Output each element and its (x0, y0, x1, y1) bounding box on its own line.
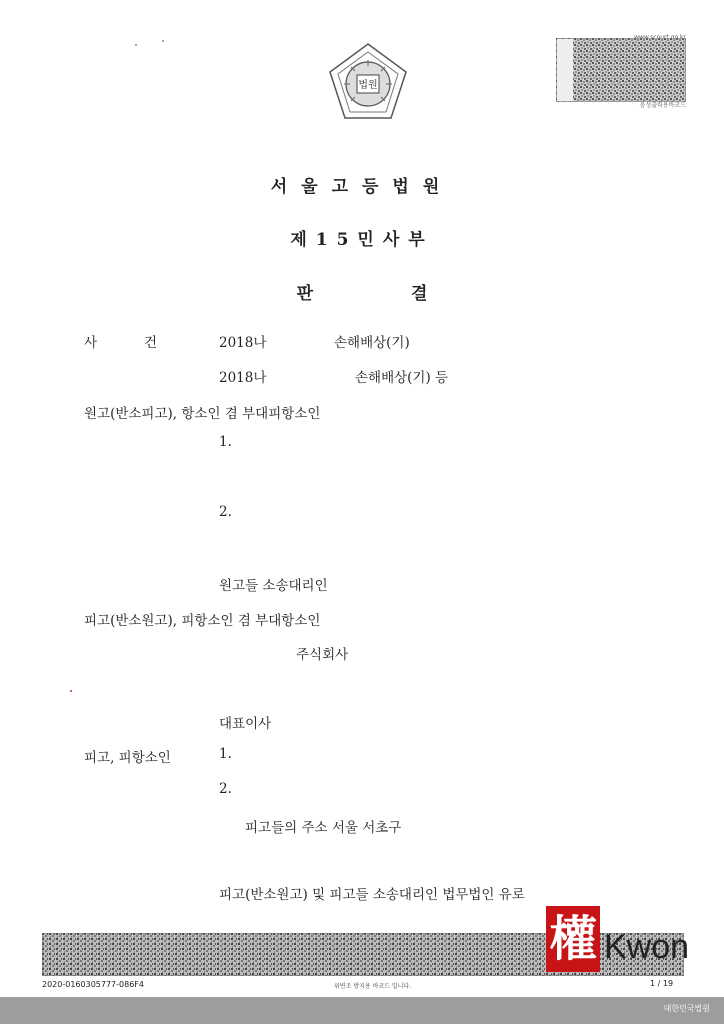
plaintiff-item-1: 1. (219, 434, 232, 450)
case-number-1: 2018나 (219, 335, 267, 351)
barcode-notice: 위변조 방지용 바코드 입니다. (334, 983, 412, 990)
case-title-1: 손해배상(기) (334, 335, 410, 351)
defendants-item-2: 2. (219, 781, 232, 797)
court-name-title: 서울고등법원 (270, 177, 454, 197)
scan-speck (135, 44, 137, 46)
document-id: 2020-0160305777-086F4 (42, 980, 144, 989)
case-label-2: 건 (144, 335, 158, 351)
doc-type-char-2: 결 (411, 284, 428, 304)
scan-speck (162, 40, 164, 42)
seal-text: 법원 (358, 80, 378, 91)
footer-court-name: 대한민국법원 (663, 1004, 710, 1013)
defendant-company-rep: 대표이사 (219, 716, 272, 732)
plaintiff-role: 원고(반소피고), 항소인 겸 부대피항소인 (84, 406, 321, 422)
court-seal-icon (328, 42, 408, 120)
plaintiff-counsel: 원고들 소송대리인 (219, 578, 328, 594)
scan-speck (70, 690, 72, 692)
plaintiff-item-2: 2. (219, 504, 232, 520)
footer-bar (0, 997, 724, 1024)
document-type-title (0, 279, 724, 304)
defendants-address: 피고들의 주소 서울 서초구 (245, 820, 402, 836)
case-label-1: 사 (84, 335, 98, 351)
watermark-hanja: 權 (548, 911, 597, 967)
page-number: 1 / 19 (650, 979, 674, 988)
division-title: 제15민사부 (290, 230, 434, 250)
kwon-watermark-logo (546, 906, 690, 978)
defendant-company-name: 주식회사 (296, 647, 349, 663)
defendants-item-1: 1. (219, 746, 232, 762)
defendants-role: 피고, 피항소인 (84, 750, 171, 766)
defendants-counsel: 피고(반소원고) 및 피고들 소송대리인 법무법인 유로 (219, 887, 525, 903)
case-number-2: 2018나 (219, 370, 267, 386)
case-title-2: 손해배상(기) 등 (355, 370, 449, 386)
voice-barcode-icon (556, 38, 686, 102)
watermark-text: Kwon (604, 928, 690, 966)
barcode-caption: 음성출력용바코드 (639, 102, 686, 109)
doc-type-char-1: 판 (296, 284, 313, 304)
defendant-company-role: 피고(반소원고), 피항소인 겸 부대항소인 (84, 613, 321, 629)
